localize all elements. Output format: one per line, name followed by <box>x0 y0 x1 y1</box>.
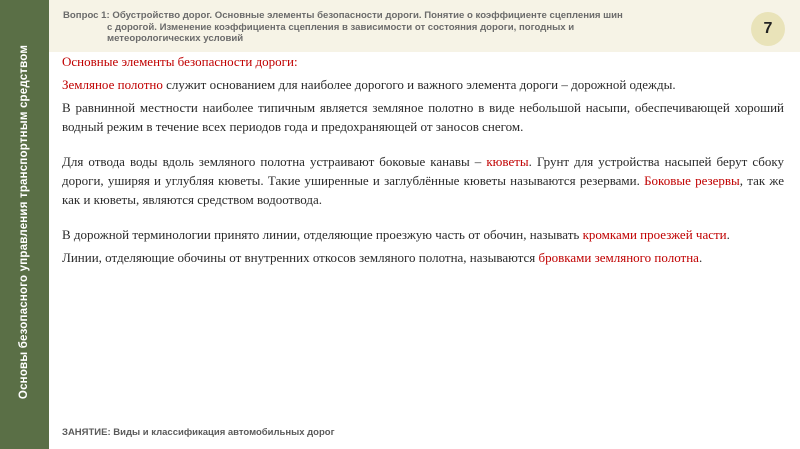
paragraph-5-text-a: Линии, отделяющие обочины от внутренних откосов земляного полотна, называются <box>62 250 539 265</box>
paragraph-1 <box>62 75 784 94</box>
sidebar <box>0 0 49 449</box>
paragraph-2-text: В равнинной местности наиболее типичным является земляное полотно в виде небольшой насыпи, обеспечивающей хороший водный режим в течение всех периодов года и предохраняющей от заносов снегом. <box>62 100 784 134</box>
title-line-2: с дорогой. Изменение коэффициента сцепления в зависимости от состояния дороги, погодных и <box>107 21 575 33</box>
paragraph-4-text-a: В дорожной терминологии принято линии, отделяющие проезжую часть от обочин, называть <box>62 227 583 242</box>
paragraph-3-text-b: . Грунт для устройства насыпей берут сбоку дороги, уширяя и углубляя кюветы. Такие уширенные и заглублённые кюветы называются резервами. <box>62 154 784 188</box>
term-brovki: бровками земляного полотна <box>538 250 699 265</box>
slide-number-badge: 7 <box>751 12 785 46</box>
slide-title <box>63 10 743 45</box>
content-heading <box>62 52 784 71</box>
course-title: Основы безопасного управления транспортным средством <box>18 44 30 400</box>
term-bokovye-rezervy: Боковые резервы <box>644 173 740 188</box>
term-kyuvety: кюветы <box>486 154 529 169</box>
paragraph-5 <box>62 248 784 267</box>
paragraph-2 <box>62 98 784 136</box>
title-line-3: метеорологических условий <box>107 33 244 44</box>
title-line-1: Вопрос 1: Обустройство дорог. Основные элементы безопасности дороги. Понятие о коэффициенте сцепления шин <box>63 10 623 21</box>
term-kromki: кромками проезжей части <box>582 227 727 242</box>
heading-text: Основные элементы безопасности дороги: <box>62 54 298 69</box>
paragraph-4 <box>62 225 784 244</box>
slide-content <box>62 52 784 267</box>
paragraph-4-text-b: . <box>726 227 730 242</box>
paragraph-3-text-c: , так же как и кюветы, являются средством водоотвода. <box>62 173 784 207</box>
header <box>49 0 800 52</box>
term-zemlyanoe-polotno: Земляное полотно <box>62 77 163 92</box>
paragraph-3 <box>62 152 784 209</box>
footer-lesson: ЗАНЯТИЕ: Виды и классификация автомобильных дорог <box>62 427 335 438</box>
paragraph-3-text-a: Для отвода воды вдоль земляного полотна устраивают боковые канавы – <box>62 154 487 169</box>
paragraph-1-text: служит основанием для наиболее дорогого и важного элемента дороги – дорожной одежды. <box>162 77 676 92</box>
paragraph-5-text-b: . <box>698 250 703 265</box>
